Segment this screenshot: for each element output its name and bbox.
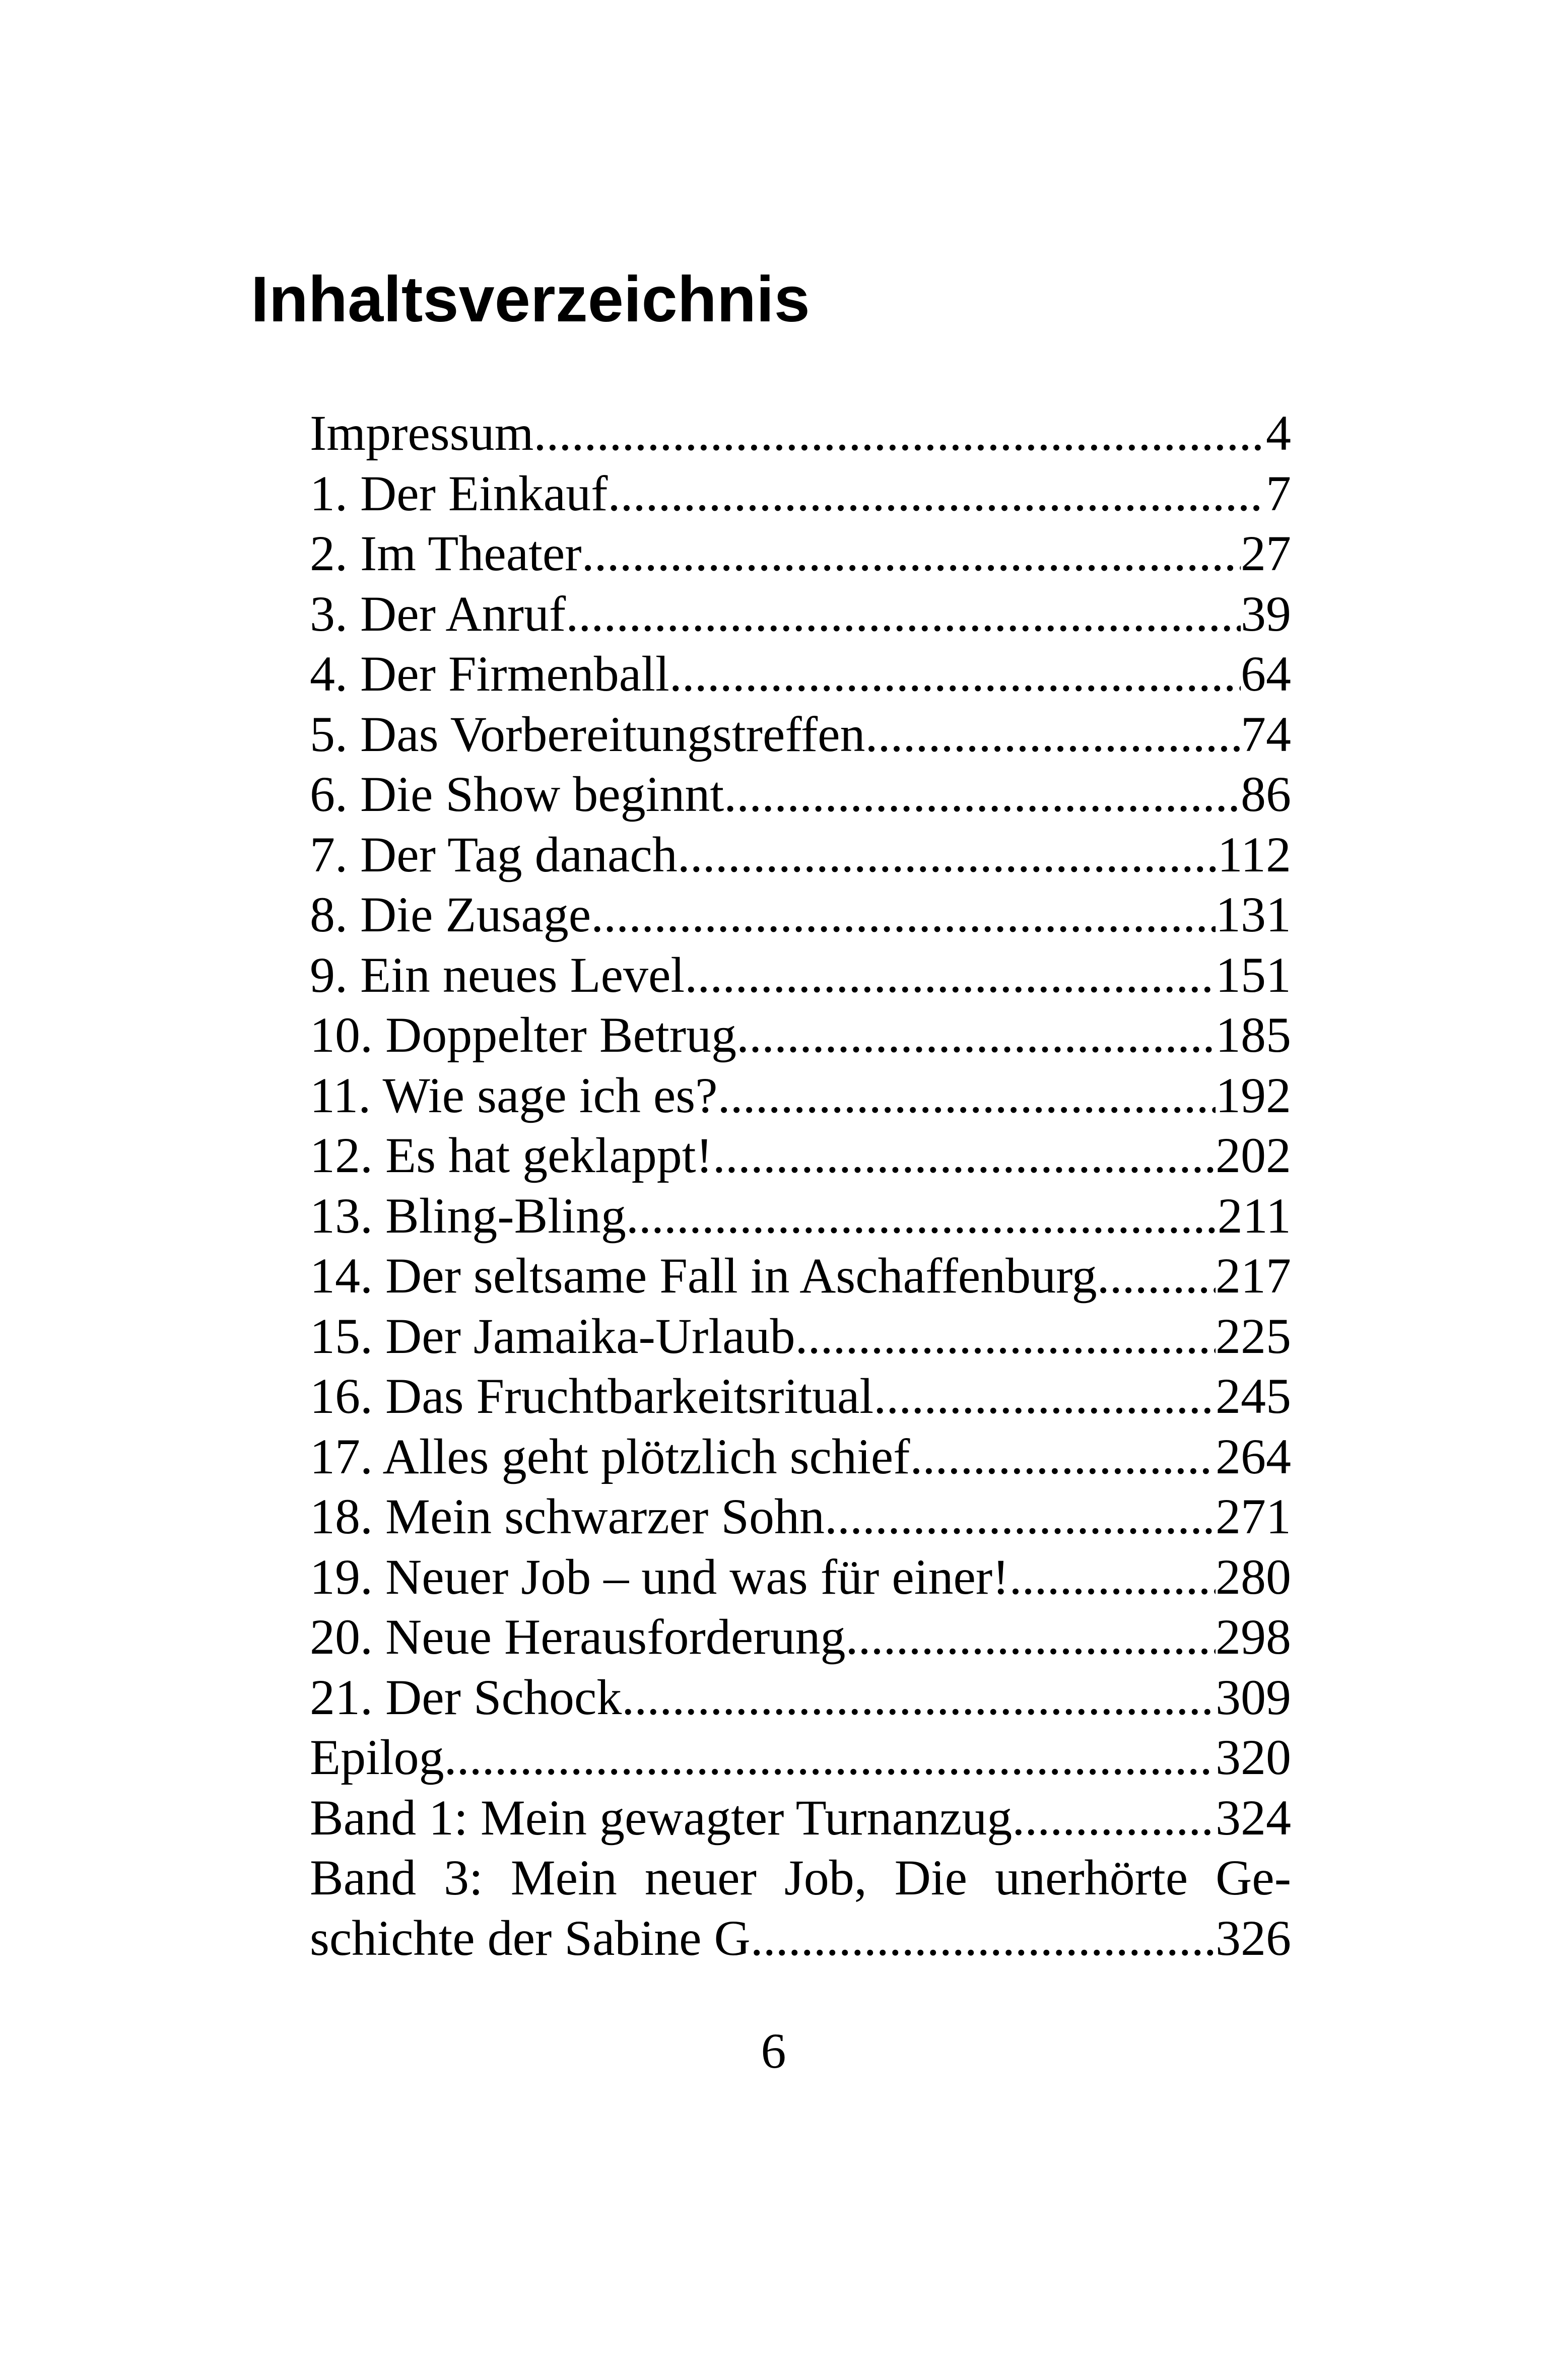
toc-entry bbox=[310, 1125, 1291, 1186]
toc-entry-page: 27 bbox=[1241, 525, 1291, 581]
toc-entry bbox=[310, 704, 1291, 765]
toc-entry-page: 245 bbox=[1216, 1368, 1291, 1424]
toc-entry-title: 12. Es hat geklappt! bbox=[310, 1127, 713, 1183]
toc-entry-page: 151 bbox=[1216, 946, 1291, 1003]
toc-entry-page: 185 bbox=[1216, 1007, 1291, 1063]
dot-leader bbox=[533, 403, 1266, 463]
toc-entry-word: Band bbox=[310, 1850, 417, 1906]
toc-entry-page: 202 bbox=[1216, 1127, 1291, 1183]
toc-entry-page: 264 bbox=[1216, 1428, 1291, 1484]
toc-entry-page: 320 bbox=[1216, 1729, 1291, 1785]
toc-entry-page: 211 bbox=[1217, 1187, 1291, 1244]
toc-entry-title: 3. Der Anruf bbox=[310, 585, 566, 642]
dot-leader bbox=[751, 1908, 1216, 1968]
dot-leader bbox=[1009, 1547, 1216, 1607]
toc-entry-page: 39 bbox=[1241, 585, 1291, 642]
dot-leader bbox=[669, 644, 1241, 704]
toc-entry bbox=[310, 945, 1291, 1005]
toc-entry-title: Impressum bbox=[310, 405, 534, 461]
toc-entry bbox=[310, 1486, 1291, 1547]
toc-entry-title: 1. Der Einkauf bbox=[310, 465, 608, 521]
toc-entry-title: 2. Im Theater bbox=[310, 525, 582, 581]
toc-entry-page: 74 bbox=[1241, 706, 1291, 762]
toc-entry-page: 112 bbox=[1217, 826, 1291, 882]
toc-entry-title: 5. Das Vorbereitungstreffen bbox=[310, 706, 865, 762]
toc-entry-title: 9. Ein neues Level bbox=[310, 946, 685, 1003]
dot-leader bbox=[591, 885, 1216, 945]
toc-entry-page: 326 bbox=[1216, 1910, 1291, 1966]
toc-entry-title: 10. Doppelter Betrug bbox=[310, 1007, 737, 1063]
toc-entry-title: 17. Alles geht plötzlich schief bbox=[310, 1428, 910, 1484]
dot-leader bbox=[622, 1667, 1216, 1728]
toc-entry-title: 13. Bling-Bling bbox=[310, 1187, 626, 1244]
dot-leader bbox=[678, 825, 1218, 885]
toc-entry bbox=[310, 1065, 1291, 1126]
toc-entry-wrapped-line2 bbox=[310, 1908, 1291, 1968]
dot-leader bbox=[566, 584, 1241, 644]
dot-leader bbox=[825, 1486, 1216, 1547]
dot-leader bbox=[873, 1366, 1216, 1426]
toc-entry bbox=[310, 1005, 1291, 1065]
toc-entry-title: 16. Das Fruchtbarkeitsritual bbox=[310, 1368, 874, 1424]
toc-entry bbox=[310, 1547, 1291, 1607]
toc-entry-page: 271 bbox=[1216, 1488, 1291, 1544]
toc-entry-page: 298 bbox=[1216, 1609, 1291, 1665]
toc-entry-page: 324 bbox=[1216, 1789, 1291, 1846]
toc-entry-page: 192 bbox=[1216, 1067, 1291, 1123]
toc-entry bbox=[310, 1426, 1291, 1487]
toc-entry-title: 14. Der seltsame Fall in Aschaffenburg bbox=[310, 1248, 1097, 1304]
toc-entry bbox=[310, 403, 1291, 463]
dot-leader bbox=[865, 704, 1241, 765]
dot-leader bbox=[795, 1306, 1216, 1367]
toc-entry-title: 20. Neue Herausforderung bbox=[310, 1609, 846, 1665]
toc-entry bbox=[310, 1788, 1291, 1848]
toc-entry bbox=[310, 1306, 1291, 1367]
dot-leader bbox=[713, 1125, 1216, 1186]
toc-entry bbox=[310, 825, 1291, 885]
toc-entry-title: Epilog bbox=[310, 1729, 444, 1785]
toc-entry-page: 131 bbox=[1216, 887, 1291, 942]
toc-entry bbox=[310, 1667, 1291, 1728]
toc-entry bbox=[310, 1186, 1291, 1246]
toc-entry-page: 280 bbox=[1216, 1548, 1291, 1605]
toc-title: Inhaltsverzeichnis bbox=[251, 263, 810, 335]
toc-entry-page: 64 bbox=[1241, 646, 1291, 702]
toc-entry-word: unerhörte bbox=[995, 1850, 1188, 1906]
toc-entry bbox=[310, 584, 1291, 644]
toc-entry bbox=[310, 644, 1291, 704]
dot-leader bbox=[608, 463, 1266, 524]
toc-entry-title: schichte der Sabine G bbox=[310, 1910, 751, 1966]
dot-leader bbox=[736, 1005, 1216, 1065]
toc-entry-page: 4 bbox=[1266, 405, 1291, 461]
toc-entry-word: Mein bbox=[510, 1850, 617, 1906]
toc-entry bbox=[310, 523, 1291, 584]
toc-entry-title: 18. Mein schwarzer Sohn bbox=[310, 1488, 825, 1544]
toc-entry-wrapped-line1 bbox=[310, 1848, 1291, 1908]
toc-entry-title: 11. Wie sage ich es? bbox=[310, 1067, 718, 1123]
toc-entry bbox=[310, 463, 1291, 524]
dot-leader bbox=[582, 523, 1241, 584]
dot-leader bbox=[724, 764, 1241, 825]
toc-entry bbox=[310, 764, 1291, 825]
toc-list bbox=[310, 403, 1291, 1968]
toc-entry bbox=[310, 1366, 1291, 1426]
toc-entry-page: 225 bbox=[1216, 1308, 1291, 1364]
toc-entry bbox=[310, 1246, 1291, 1306]
toc-entry-page: 7 bbox=[1266, 465, 1291, 521]
toc-entry-title: 7. Der Tag danach bbox=[310, 826, 678, 882]
dot-leader bbox=[1012, 1788, 1216, 1848]
toc-entry-title: Band 1: Mein gewagter Turnanzug bbox=[310, 1789, 1013, 1846]
toc-entry bbox=[310, 1607, 1291, 1667]
toc-entry bbox=[310, 885, 1291, 945]
toc-entry-title: 6. Die Show beginnt bbox=[310, 766, 724, 822]
dot-leader bbox=[1097, 1246, 1216, 1306]
toc-entry-page: 217 bbox=[1216, 1248, 1291, 1304]
dot-leader bbox=[718, 1065, 1216, 1126]
dot-leader bbox=[626, 1186, 1218, 1246]
toc-entry-page: 86 bbox=[1241, 766, 1291, 822]
toc-entry-word: 3: bbox=[444, 1850, 483, 1906]
toc-entry-word: neuer bbox=[644, 1850, 757, 1906]
toc-entry-title: 19. Neuer Job – und was für einer! bbox=[310, 1548, 1010, 1605]
toc-entry-word: Die bbox=[894, 1850, 968, 1906]
dot-leader bbox=[444, 1727, 1216, 1788]
dot-leader bbox=[910, 1426, 1216, 1487]
toc-entry-word: Job, bbox=[784, 1850, 867, 1906]
dot-leader bbox=[845, 1607, 1216, 1667]
toc-entry-title: 15. Der Jamaika-Urlaub bbox=[310, 1308, 795, 1364]
toc-entry-title: 21. Der Schock bbox=[310, 1669, 622, 1725]
toc-entry-title: 8. Die Zusage bbox=[310, 887, 591, 942]
toc-entry-word: Ge- bbox=[1216, 1850, 1291, 1906]
page-number: 6 bbox=[761, 2023, 786, 2079]
dot-leader bbox=[685, 945, 1216, 1005]
toc-entry-title: 4. Der Firmenball bbox=[310, 646, 669, 702]
toc-entry bbox=[310, 1727, 1291, 1788]
toc-entry-page: 309 bbox=[1216, 1669, 1291, 1725]
